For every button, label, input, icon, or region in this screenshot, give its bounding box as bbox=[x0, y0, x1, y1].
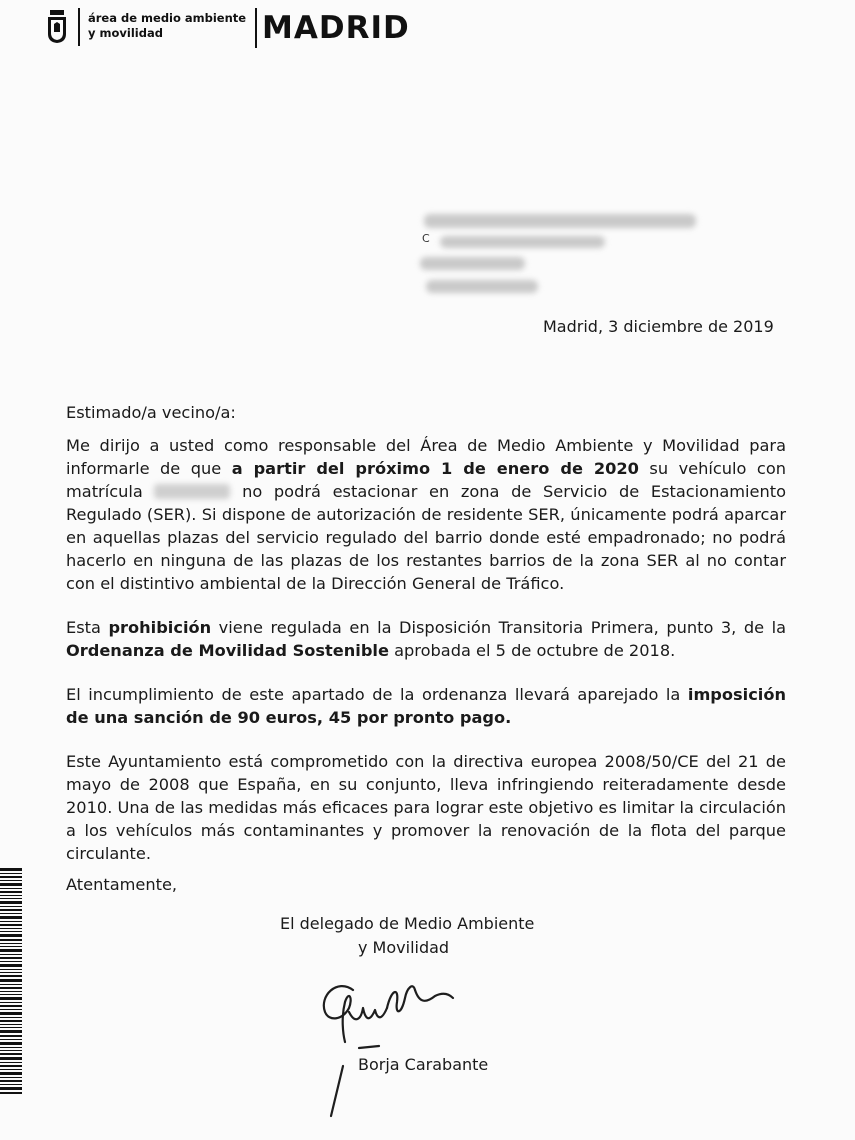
text-run: no podrá estacionar en zona de Servicio de Estacionamiento Regulado (SER). Si dispone de autorización de residente SER, únicamente podrá aparcar en aquellas plazas del servicio regulado del barrio donde esté empadronado; no podrá hacerlo en ninguna de las plazas de los restantes barrios de la zona SER al no contar con el distintivo ambiental de la Dirección General de Tráfico. bbox=[66, 482, 786, 593]
salutation: Estimado/a vecino/a: bbox=[66, 403, 236, 422]
paragraph-2 bbox=[66, 616, 786, 662]
redacted-license-plate bbox=[154, 484, 230, 499]
department-line-2: y movilidad bbox=[88, 26, 163, 40]
text-run: su vehículo con matrícula bbox=[66, 459, 786, 501]
paragraph-4: Este Ayuntamiento está comprometido con la directiva europea 2008/50/CE del 21 de mayo de 2008 que España, en su conjunto, lleva infringiendo reiteradamente desde 2010. Una de las medidas más eficaces para lograr este objetivo es limitar la circulación a los vehículos más contaminantes y promover la renovación de la flota del parque circulante. bbox=[66, 752, 786, 863]
bold-run: a partir del próximo 1 de enero de 2020 bbox=[231, 459, 639, 478]
barcode bbox=[0, 868, 22, 1094]
paragraph-3 bbox=[66, 683, 786, 729]
redacted-line bbox=[426, 280, 538, 293]
header-divider bbox=[78, 8, 80, 46]
signer-name: Borja Carabante bbox=[358, 1055, 489, 1074]
department-name bbox=[88, 11, 246, 41]
text-run: El incumplimiento de este apartado de la ordenanza llevará aparejado la bbox=[66, 685, 688, 704]
paragraph-1 bbox=[66, 434, 786, 595]
bold-run: Ordenanza de Movilidad Sostenible bbox=[66, 641, 389, 660]
signer-title-line-2: y Movilidad bbox=[358, 938, 450, 957]
bold-run: imposición de una sanción de 90 euros, 45 por pronto pago. bbox=[66, 685, 786, 727]
redacted-line bbox=[424, 214, 696, 228]
redacted-line bbox=[420, 257, 525, 270]
letter-date: Madrid, 3 diciembre de 2019 bbox=[543, 317, 774, 336]
text-run: viene regulada en la Disposición Transitoria Primera, punto 3, de la bbox=[211, 618, 786, 637]
signer-title bbox=[280, 912, 540, 960]
text-run: Esta bbox=[66, 618, 109, 637]
bold-run: prohibición bbox=[108, 618, 212, 637]
handwritten-signature bbox=[315, 968, 530, 1118]
signer-title-line-1: El delegado de Medio Ambiente bbox=[280, 914, 535, 933]
closing: Atentamente, bbox=[66, 875, 178, 894]
header-divider bbox=[255, 8, 257, 48]
city-wordmark: MADRID bbox=[262, 10, 410, 46]
text-run: aprobada el 5 de octubre de 2018. bbox=[388, 641, 676, 660]
madrid-crest-logo bbox=[47, 10, 67, 44]
text-run: Me dirijo a usted como responsable del Área de Medio Ambiente y Movilidad para informarle de que bbox=[66, 436, 786, 478]
department-line-1: área de medio ambiente bbox=[88, 11, 247, 25]
redacted-line bbox=[440, 236, 605, 248]
recipient-fragment: C bbox=[422, 232, 430, 245]
letter-body bbox=[66, 401, 786, 896]
